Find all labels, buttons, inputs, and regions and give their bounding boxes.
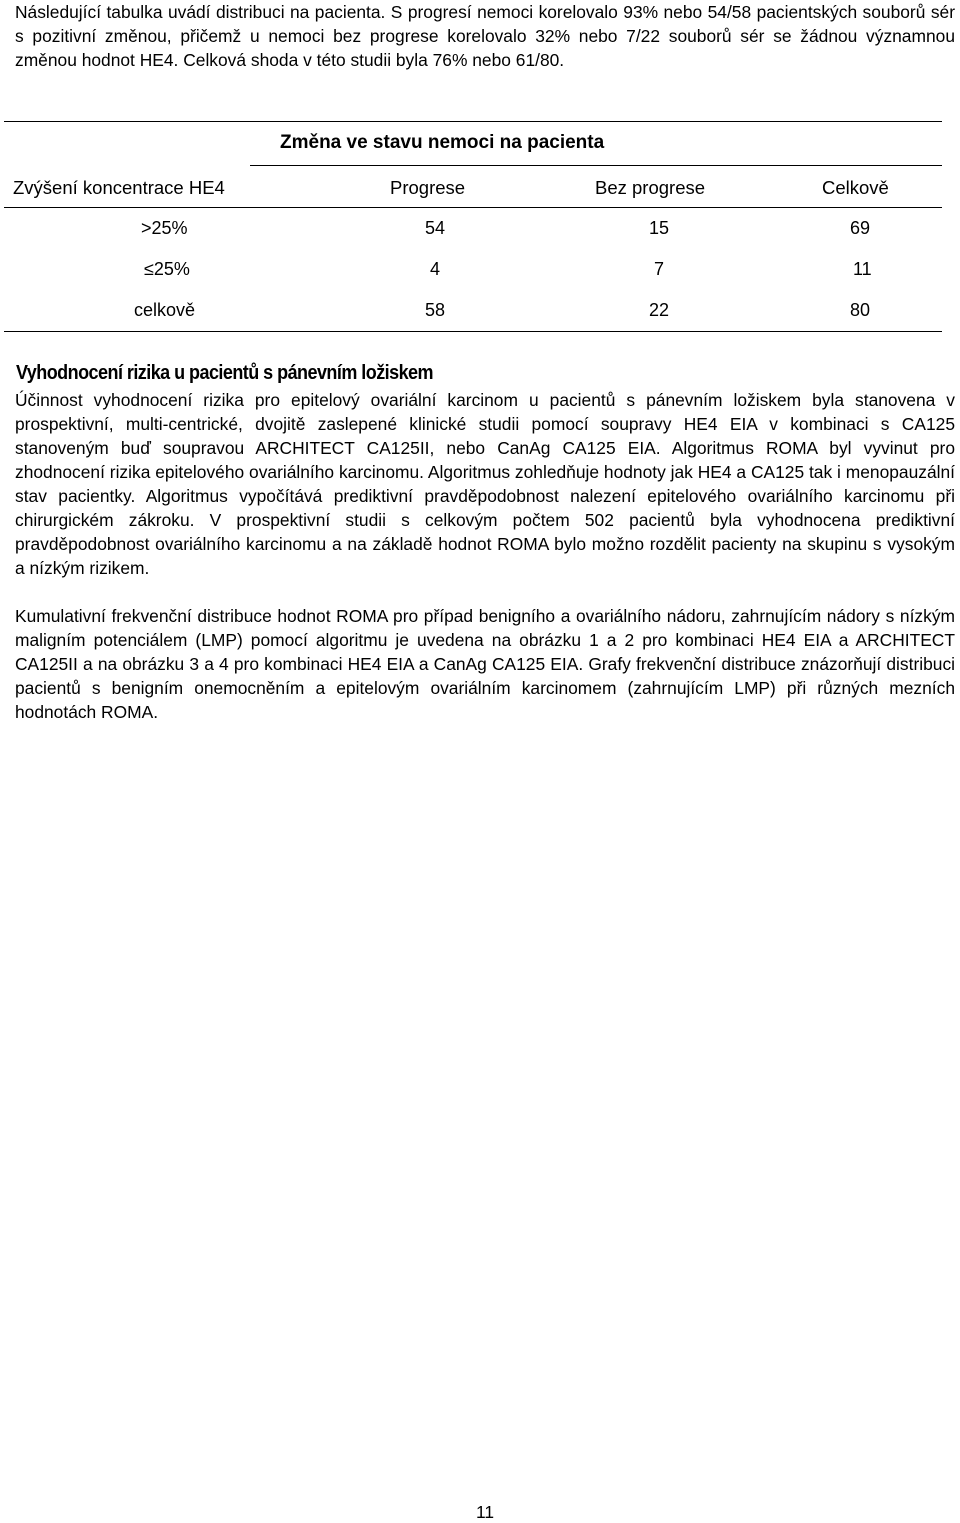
- body-paragraph: Kumulativní frekvenční distribuce hodnot ROMA pro případ benigního a ovariálního nádoru, zahrnujícím nádory s nízkým maligním potenciálem (LMP) pomocí algoritmu je uvedena na obrázku 1 a 2 pro kombinaci HE4 EIA a ARCHITECT CA125II a na obrázku 3 a 4 pro kombinaci HE4 EIA a CanAg CA125 EIA. Grafy frekvenční distribuce znázorňují distribuci pacientů s benigním onemocněním a epitelovým ovariálním karcinomem (zahrnujícím LMP) při různých mezních hodnotách ROMA.: [15, 606, 955, 722]
- table-cell: 7: [654, 259, 665, 279]
- table-row: [4, 249, 942, 290]
- table-cell: 58: [425, 300, 446, 320]
- table-cell: 22: [649, 300, 670, 320]
- body-paragraph: Účinnost vyhodnocení rizika pro epitelový ovariální karcinom u pacientů s pánevním ložiskem byla stanovena v prospektivní, multi-centrické, dvojitě zaslepené klinické studii pomocí soupravy HE4 EIA v kombinaci s CA125 stanoveným buď soupravou ARCHITECT CA125II, nebo CanAg CA125 EIA. Algoritmus ROMA byl vyvinut pro zhodnocení rizika epitelového ovariálního karcinomu. Algoritmus zohledňuje hodnoty jak HE4 a CA125 tak i menopauzální stav pacientky. Algoritmus vypočítává prediktivní pravděpodobnost nalezení epitelového ovariálního karcinomu při chirurgickém zákroku. V prospektivní studii s celkovým počtem 502 pacientů byla vyhodnocena prediktivní pravděpodobnost ovariálního karcinomu a na základě hodnot ROMA bylo možno rozdělit pacienty na skupinu s vysokým a nízkým rizikem.: [15, 390, 955, 578]
- page-number: 11: [475, 1502, 495, 1522]
- he4-distribution-table: [4, 121, 942, 332]
- table-cell: 15: [649, 218, 670, 238]
- table-caption: Změna ve stavu nemoci na pacienta: [280, 132, 605, 153]
- table-cell: celkově: [134, 300, 196, 320]
- table-cell: 11: [853, 259, 872, 279]
- section-heading: Vyhodnocení rizika u pacientů s pánevním ložiskem: [16, 362, 433, 384]
- table-row: [4, 290, 942, 331]
- column-header: Progrese: [390, 177, 466, 198]
- table-cell: >25%: [141, 218, 188, 238]
- column-header: Bez progrese: [595, 177, 706, 198]
- table-cell: ≤25%: [144, 259, 190, 279]
- table-cell: 54: [425, 218, 446, 238]
- table-bottom-rule: [4, 331, 942, 332]
- table-cell: 4: [430, 259, 441, 279]
- table-row: [4, 208, 942, 249]
- table-cell: 80: [850, 300, 871, 320]
- column-header: Celkově: [822, 177, 889, 198]
- table-header-row: [4, 166, 942, 207]
- column-header: Zvýšení koncentrace HE4: [13, 177, 225, 198]
- table-caption-row: [4, 122, 942, 166]
- table-cell: 69: [850, 218, 871, 238]
- intro-paragraph: Následující tabulka uvádí distribuci na pacienta. S progresí nemoci korelovalo 93% nebo 54/58 pacientských souborů sér s pozitivní změnou, přičemž u nemoci bez progrese korelovalo 32% nebo 7/22 souborů sér se žádnou významnou změnou hodnot HE4. Celková shoda v této studii byla 76% nebo 61/80.: [15, 2, 955, 70]
